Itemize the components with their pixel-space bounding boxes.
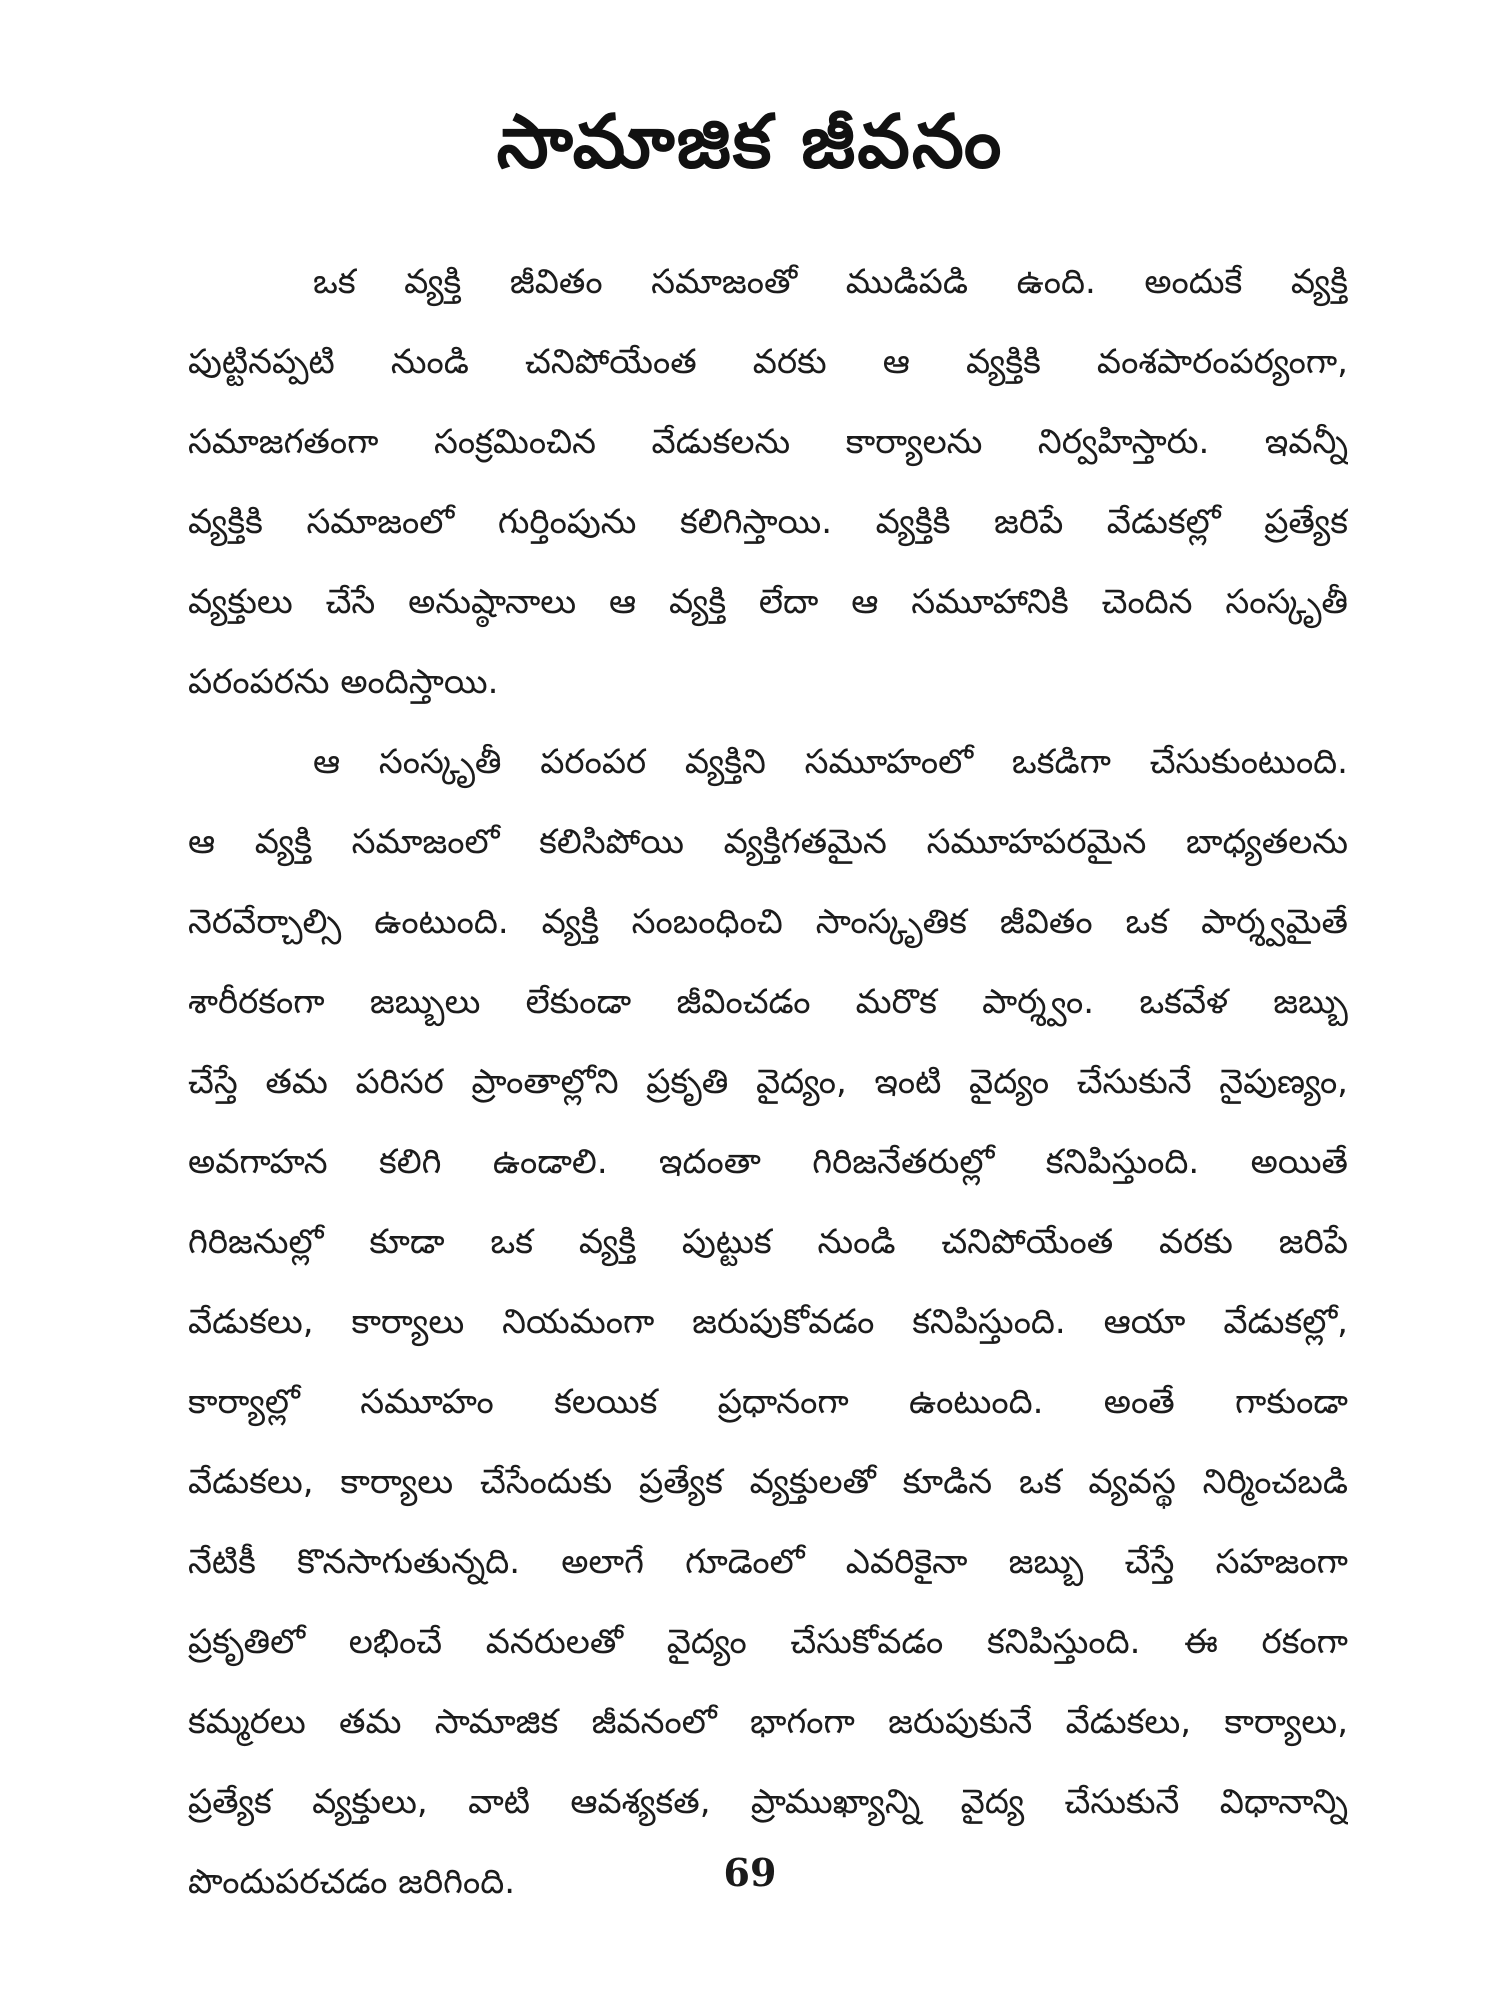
text-line: శారీరకంగా జబ్బులు లేకుండా జీవించడం మరొక పార్శ్వం. ఒకవేళ జబ్బు xyxy=(188,982,1348,1022)
text-line: కమ్మరలు తమ సామాజిక జీవనంలో భాగంగా జరుపుకునే వేడుకలు, కార్యాలు, xyxy=(188,1702,1348,1742)
body-text xyxy=(188,242,1348,1922)
text-line: పొందుపరచడం జరిగింది. xyxy=(188,1862,516,1902)
chapter-title: సామాజిక జీవనం xyxy=(496,99,1004,185)
text-line: ప్రత్యేక వ్యక్తులు, వాటి ఆవశ్యకత, ప్రాముఖ్యాన్ని వైద్య చేసుకునే విధానాన్ని xyxy=(188,1782,1348,1822)
text-line: కార్యాల్లో సమూహం కలయిక ప్రధానంగా ఉంటుంది. అంతే గాకుండా xyxy=(188,1382,1348,1422)
text-line: వ్యక్తులు చేసే అనుష్ఠానాలు ఆ వ్యక్తి లేదా ఆ సమూహానికి చెందిన సంస్కృతీ xyxy=(188,582,1348,622)
text-line: వేడుకలు, కార్యాలు చేసేందుకు ప్రత్యేక వ్యక్తులతో కూడిన ఒక వ్యవస్థ నిర్మించబడి xyxy=(188,1462,1348,1502)
text-line: ప్రకృతిలో లభించే వనరులతో వైద్యం చేసుకోవడం కనిపిస్తుంది. ఈ రకంగా xyxy=(188,1622,1348,1662)
text-line: పుట్టినప్పటి నుండి చనిపోయేంత వరకు ఆ వ్యక్తికి వంశపారంపర్యంగా, xyxy=(188,342,1348,382)
text-line: ఆ సంస్కృతీ పరంపర వ్యక్తిని సమూహంలో ఒకడిగా చేసుకుంటుంది. xyxy=(313,742,1348,782)
text-line: పరంపరను అందిస్తాయి. xyxy=(188,662,499,702)
text-line: వ్యక్తికి సమాజంలో గుర్తింపును కలిగిస్తాయి. వ్యక్తికి జరిపే వేడుకల్లో ప్రత్యేక xyxy=(188,502,1348,542)
text-line: సమాజగతంగా సంక్రమించిన వేడుకలను కార్యాలను నిర్వహిస్తారు. ఇవన్నీ xyxy=(188,422,1348,462)
text-line: వేడుకలు, కార్యాలు నియమంగా జరుపుకోవడం కనిపిస్తుంది. ఆయా వేడుకల్లో, xyxy=(188,1302,1348,1342)
text-line: నేటికీ కొనసాగుతున్నది. అలాగే గూడెంలో ఎవరికైనా జబ్బు చేస్తే సహజంగా xyxy=(188,1542,1348,1582)
text-line: అవగాహన కలిగి ఉండాలి. ఇదంతా గిరిజనేతరుల్లో కనిపిస్తుంది. అయితే xyxy=(188,1142,1348,1182)
page-number: 69 xyxy=(723,1850,777,1895)
text-line: నెరవేర్చాల్సి ఉంటుంది. వ్యక్తి సంబంధించి సాంస్కృతిక జీవితం ఒక పార్శ్వమైతే xyxy=(188,902,1348,942)
text-line: ఒక వ్యక్తి జీవితం సమాజంతో ముడిపడి ఉంది. అందుకే వ్యక్తి xyxy=(313,262,1348,302)
text-line: గిరిజనుల్లో కూడా ఒక వ్యక్తి పుట్టుక నుండి చనిపోయేంత వరకు జరిపే xyxy=(188,1222,1348,1262)
text-line: చేస్తే తమ పరిసర ప్రాంతాల్లోని ప్రకృతి వైద్యం, ఇంటి వైద్యం చేసుకునే నైపుణ్యం, xyxy=(188,1062,1348,1102)
text-line: ఆ వ్యక్తి సమాజంలో కలిసిపోయి వ్యక్తిగతమైన సమూహపరమైన బాధ్యతలను xyxy=(188,822,1348,862)
